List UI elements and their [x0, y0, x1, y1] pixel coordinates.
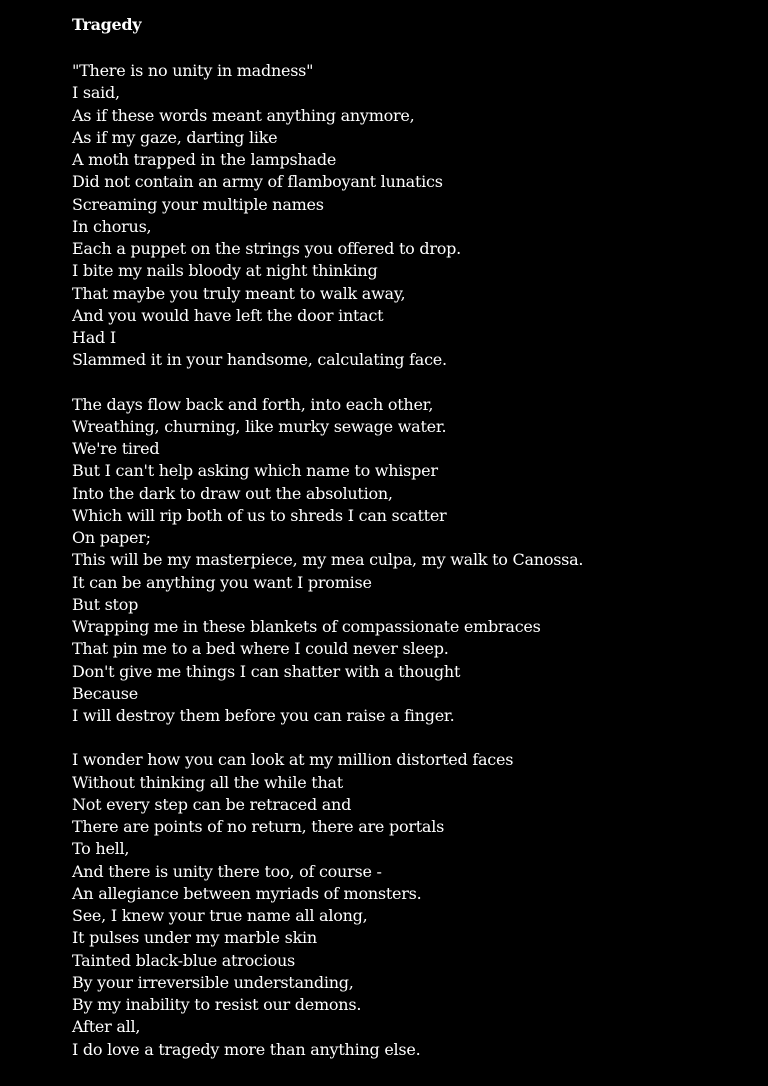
stanza-3	[72, 749, 752, 1061]
stanza-1	[72, 60, 752, 372]
poem-line: A moth trapped in the lampshade	[72, 150, 337, 169]
poem-line: Each a puppet on the strings you offered to drop.	[72, 239, 461, 258]
stanza-2	[72, 394, 752, 728]
poem-line: Because	[72, 683, 138, 703]
poem-line: Wreathing, churning, like murky sewage water.	[72, 416, 447, 436]
poem-line: On paper;	[72, 528, 151, 547]
poem-line: I will destroy them before you can raise a finger.	[72, 706, 455, 725]
poem-line: That maybe you truly meant to walk away,	[72, 283, 406, 303]
poem-line: It pulses under my marble skin	[72, 928, 317, 948]
poem-line: By my inability to resist our demons.	[72, 995, 362, 1014]
poem-line: An allegiance between myriads of monsters.	[72, 883, 422, 903]
poem-line: As if my gaze, darting like	[72, 127, 278, 147]
poem-line: We're tired	[72, 439, 160, 458]
poem-title: Tragedy	[72, 15, 142, 34]
poem-line: I do love a tragedy more than anything else.	[72, 1039, 421, 1059]
poem-line: In chorus,	[72, 216, 152, 236]
poem-line: Screaming your multiple names	[72, 194, 324, 214]
poem-line: It can be anything you want I promise	[72, 572, 372, 592]
poem-line: Into the dark to draw out the absolution,	[72, 483, 393, 503]
poem-line: After all,	[72, 1017, 141, 1037]
poem-line: Which will rip both of us to shreds I can scatter	[72, 505, 447, 525]
poem-line: I wonder how you can look at my million distorted faces	[72, 750, 514, 770]
poem-line: Not every step can be retraced and	[72, 794, 352, 814]
poem-line: But stop	[72, 594, 139, 614]
poem-line: And you would have left the door intact	[72, 305, 384, 325]
poem-line: Tainted black-blue atrocious	[72, 950, 295, 970]
poem-line: Without thinking all the while that	[72, 772, 343, 792]
poem-line: Don't give me things I can shatter with a thought	[72, 661, 461, 681]
poem-line: See, I knew your true name all along,	[72, 906, 368, 925]
poem-line: There are points of no return, there are portals	[72, 817, 445, 836]
poem-line: I bite my nails bloody at night thinking	[72, 261, 378, 281]
poem-line: But I can't help asking which name to whisper	[72, 461, 438, 481]
poem-line: To hell,	[72, 839, 130, 859]
poem-line: By your irreversible understanding,	[72, 972, 354, 992]
poem-line: Had I	[72, 328, 116, 347]
poem-line: This will be my masterpiece, my mea culpa, my walk to Canossa.	[72, 550, 584, 570]
poem-page	[72, 14, 752, 1061]
poem-line: That pin me to a bed where I could never sleep.	[72, 639, 449, 659]
poem-line: And there is unity there too, of course -	[72, 861, 382, 881]
poem-line: Slammed it in your handsome, calculating face.	[72, 350, 447, 370]
poem-line: Did not contain an army of flamboyant lunatics	[72, 172, 443, 192]
poem-line: "There is no unity in madness"	[72, 61, 314, 80]
poem-line: Wrapping me in these blankets of compassionate embraces	[72, 617, 541, 636]
poem-line: I said,	[72, 83, 120, 103]
poem-line: As if these words meant anything anymore,	[72, 105, 415, 125]
poem-line: The days flow back and forth, into each other,	[72, 394, 434, 414]
